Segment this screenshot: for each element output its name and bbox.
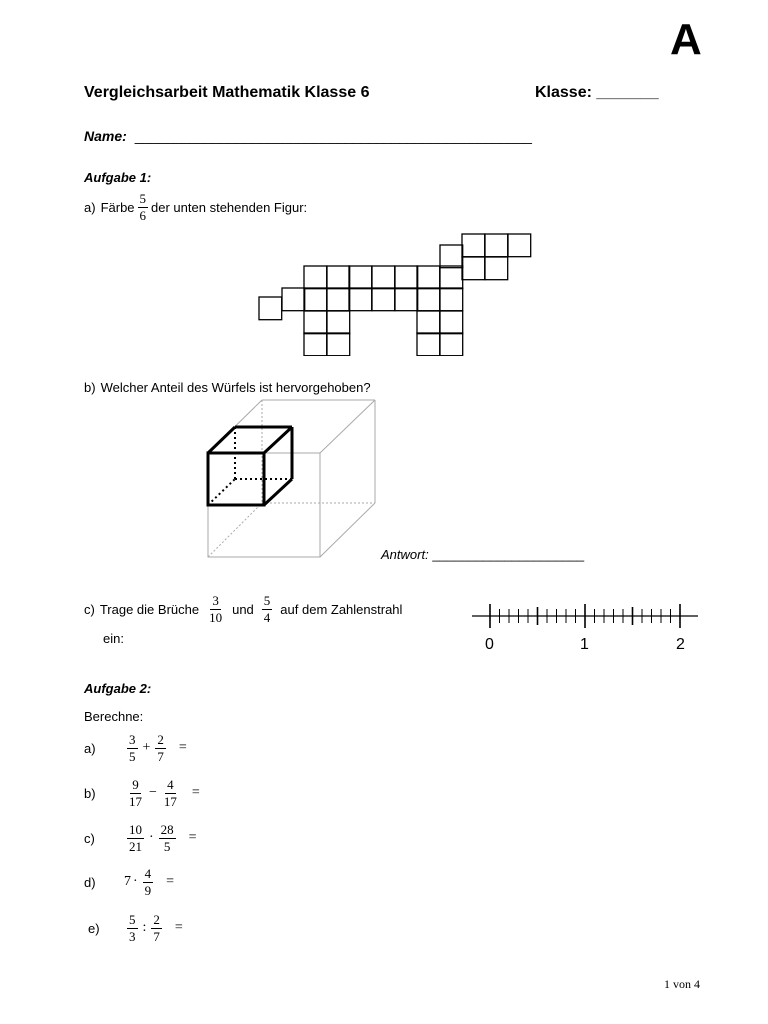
fraction-numerator: 5 xyxy=(263,593,271,608)
fraction-numerator: 3 xyxy=(129,732,136,747)
grid-cell xyxy=(395,288,418,311)
grid-cell xyxy=(327,266,350,289)
equals-sign: = xyxy=(174,920,183,936)
fraction-numerator: 4 xyxy=(144,866,152,881)
fraction-numerator: 3 xyxy=(212,593,219,608)
number-line xyxy=(470,602,702,630)
aufgabe1c-line xyxy=(84,594,402,624)
grid-cell xyxy=(508,234,531,257)
aufgabe1a-line xyxy=(84,192,307,222)
grid-cell xyxy=(327,311,350,334)
calc-e xyxy=(88,913,183,943)
aufgabe1c-fraction1 xyxy=(207,594,224,624)
fraction-denominator: 6 xyxy=(139,207,147,223)
name-label: Name: xyxy=(84,128,127,144)
calc-d xyxy=(84,867,174,897)
aufgabe1a-text-after: der unten stehenden Figur: xyxy=(151,199,308,215)
aufgabe1b-line xyxy=(84,380,371,395)
grid-cell xyxy=(372,288,395,311)
aufgabe1b-answer xyxy=(381,547,584,562)
grid-cell xyxy=(304,288,327,311)
aufgabe2-intro: Berechne: xyxy=(84,709,144,724)
fraction-denominator: 10 xyxy=(209,609,223,625)
fraction-numerator: 2 xyxy=(157,732,164,747)
grid-cell xyxy=(304,266,327,289)
fraction-denominator: 5 xyxy=(163,838,171,854)
equals-sign: = xyxy=(191,785,200,801)
fraction-denominator: 17 xyxy=(163,793,177,809)
operator: : xyxy=(142,920,147,936)
grid-cell xyxy=(304,311,327,334)
aufgabe1c-fraction2 xyxy=(262,594,273,624)
grid-cell xyxy=(485,234,508,257)
grid-cell xyxy=(282,288,305,311)
calc-c xyxy=(84,823,197,853)
answer-label: Antwort: xyxy=(381,547,429,562)
grid-cell xyxy=(349,288,372,311)
calc-b xyxy=(84,778,200,808)
grid-cell xyxy=(485,257,508,280)
operator: + xyxy=(142,740,151,756)
operator: − xyxy=(149,785,157,801)
grid-cell xyxy=(395,266,418,289)
grid-cell xyxy=(440,266,463,289)
grid-cell xyxy=(417,333,440,356)
aufgabe1c-text-2: und xyxy=(232,601,254,617)
name-line: ___________________________________________________ xyxy=(134,128,532,144)
fraction-numerator: 2 xyxy=(153,912,160,927)
grid-cell xyxy=(440,245,463,268)
fraction-numerator: 28 xyxy=(160,822,174,837)
calc-label: c) xyxy=(84,830,95,846)
grid-cell xyxy=(304,333,327,356)
fraction-denominator: 3 xyxy=(129,928,136,944)
grid-cell xyxy=(417,288,440,311)
grid-figure xyxy=(255,230,537,356)
calc-label: d) xyxy=(84,874,96,890)
number-line-label-0: 0 xyxy=(485,636,494,653)
aufgabe1a-fraction xyxy=(138,192,149,222)
fraction-denominator: 17 xyxy=(129,793,142,809)
grid-cell xyxy=(440,311,463,334)
grid-cell xyxy=(259,297,282,320)
number-line-label-1: 1 xyxy=(580,636,589,653)
aufgabe1c-label: c) xyxy=(84,601,95,617)
fraction-denominator: 5 xyxy=(129,748,136,764)
name-field xyxy=(84,128,532,144)
fraction-denominator: 7 xyxy=(157,748,164,764)
grid-cell xyxy=(349,266,372,289)
page-number: 1 von 4 xyxy=(664,977,700,991)
aufgabe2-heading: Aufgabe 2: xyxy=(84,681,152,696)
grid-cell xyxy=(440,333,463,356)
grid-cell xyxy=(462,234,485,257)
aufgabe1c-text-1: Trage die Brüche xyxy=(99,601,200,617)
fraction-numerator: 9 xyxy=(132,777,139,792)
grid-cell xyxy=(417,311,440,334)
grid-cell xyxy=(440,288,463,311)
fraction-numerator: 5 xyxy=(129,912,136,927)
klasse-field: Klasse: _______ xyxy=(535,84,659,101)
aufgabe1c-text-4: ein: xyxy=(103,631,124,646)
grid-cell xyxy=(372,266,395,289)
grid-cell xyxy=(327,333,350,356)
grid-cell xyxy=(327,288,350,311)
fraction-denominator: 9 xyxy=(144,882,152,898)
aufgabe1b-question: Welcher Anteil des Würfels ist hervorgehoben? xyxy=(100,380,371,395)
operator: · xyxy=(133,874,138,890)
answer-line: _____________________ xyxy=(432,547,585,562)
fraction-denominator: 4 xyxy=(263,609,271,625)
grid-cell xyxy=(462,257,485,280)
fraction-denominator: 21 xyxy=(129,838,142,854)
aufgabe1c-text-3: auf dem Zahlenstrahl xyxy=(280,601,403,617)
highlighted-cube xyxy=(208,427,292,505)
calc-label: a) xyxy=(84,740,96,756)
calc-a xyxy=(84,733,187,763)
whole-number: 7 xyxy=(124,874,131,890)
fraction-numerator: 4 xyxy=(167,777,174,792)
aufgabe1a-text-before: Färbe xyxy=(100,199,135,215)
aufgabe1b-label: b) xyxy=(84,380,96,395)
cube-figure xyxy=(200,395,390,565)
fraction-numerator: 5 xyxy=(139,191,147,206)
page-title: Vergleichsarbeit Mathematik Klasse 6 xyxy=(84,84,370,101)
fraction-denominator: 7 xyxy=(153,928,160,944)
calc-label: e) xyxy=(88,920,100,936)
calc-label: b) xyxy=(84,785,96,801)
grid-cell xyxy=(417,266,440,289)
equals-sign: = xyxy=(178,740,187,756)
equals-sign: = xyxy=(188,830,197,846)
aufgabe1a-label: a) xyxy=(84,199,96,215)
aufgabe1-heading: Aufgabe 1: xyxy=(84,170,152,185)
equals-sign: = xyxy=(166,874,175,890)
number-line-label-2: 2 xyxy=(676,636,685,653)
operator: · xyxy=(149,830,154,846)
version-letter: A xyxy=(670,15,702,64)
fraction-numerator: 10 xyxy=(129,822,142,837)
